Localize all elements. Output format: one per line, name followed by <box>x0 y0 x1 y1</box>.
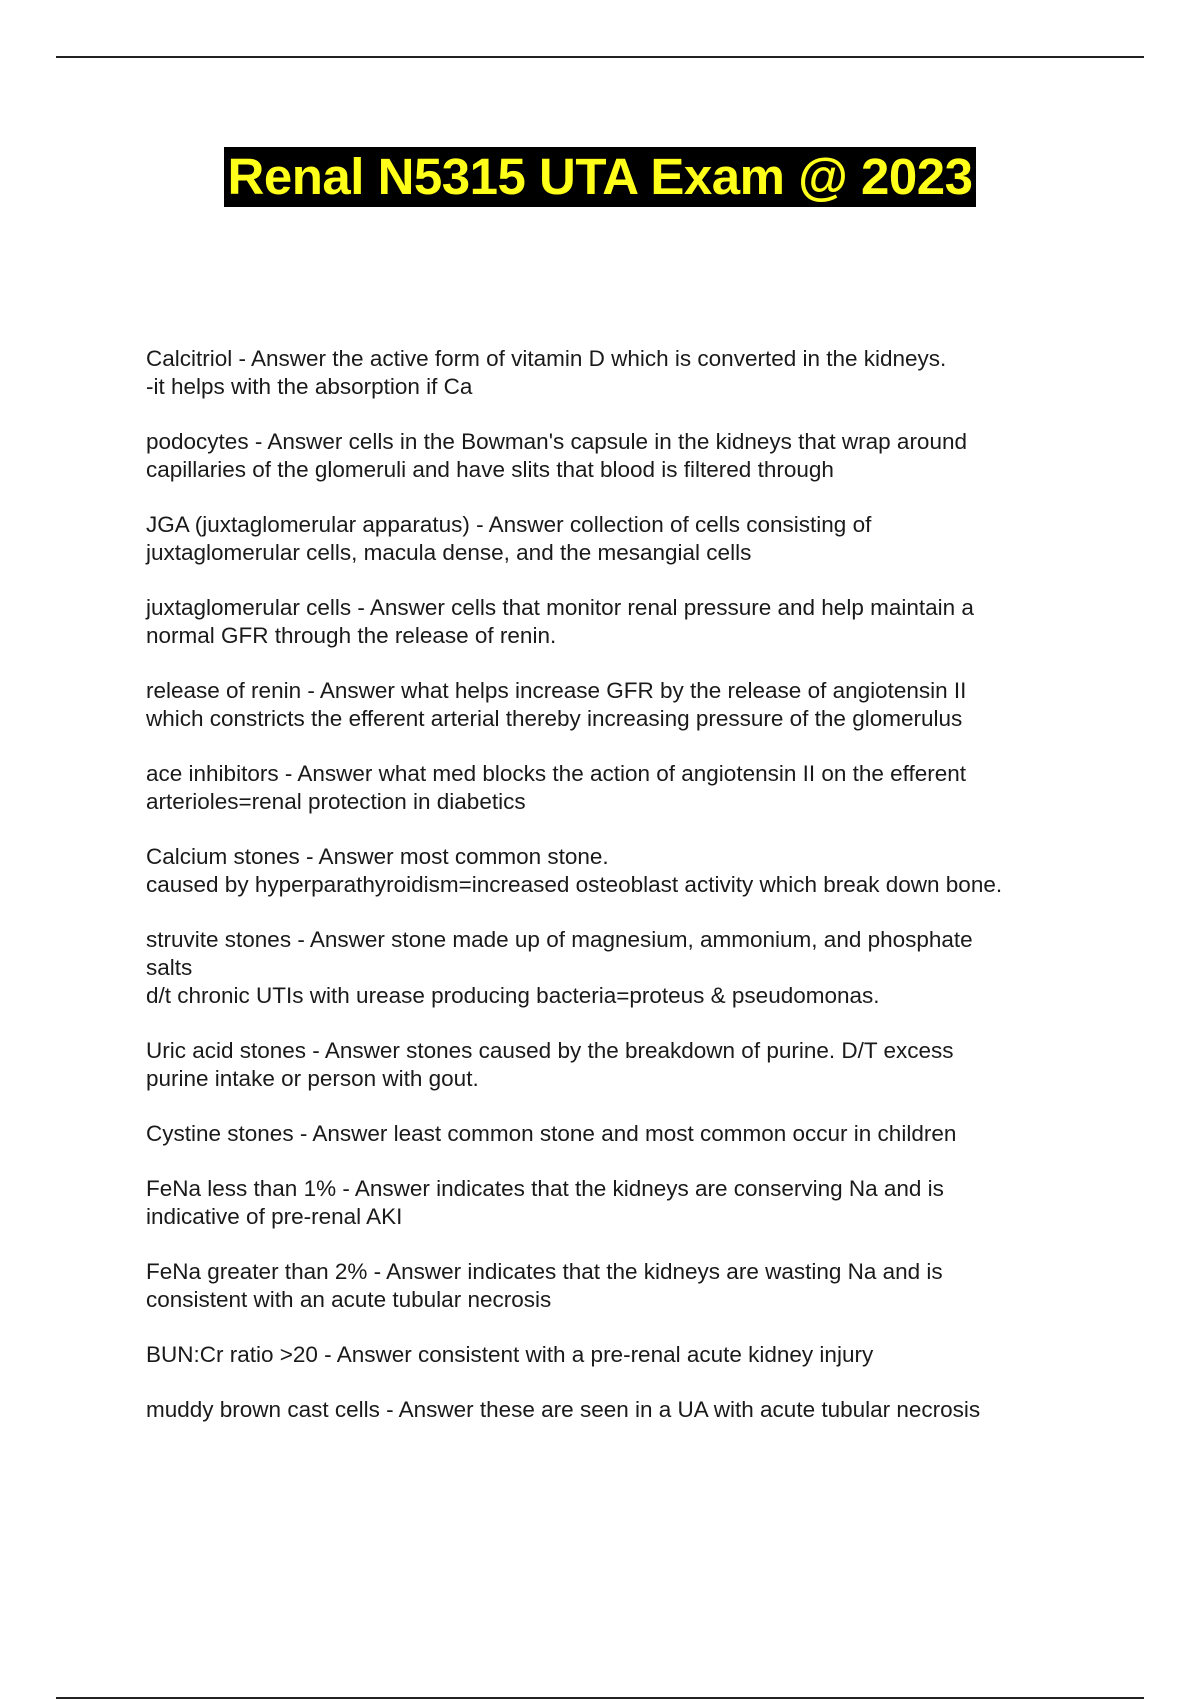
entry-line: BUN:Cr ratio >20 - Answer consistent with a pre-renal acute kidney injury <box>146 1342 874 1367</box>
entry-podocytes <box>146 428 1146 484</box>
entry-line: arterioles=renal protection in diabetics <box>146 789 526 814</box>
entry-line: ace inhibitors - Answer what med blocks the action of angiotensin II on the efferent <box>146 761 967 786</box>
entry-fena-less-than-1 <box>146 1175 1146 1231</box>
entry-line: podocytes - Answer cells in the Bowman's capsule in the kidneys that wrap around <box>146 429 967 454</box>
entry-line: indicative of pre-renal AKI <box>146 1204 403 1229</box>
entry-line: juxtaglomerular cells, macula dense, and the mesangial cells <box>146 540 752 565</box>
entry-line: muddy brown cast cells - Answer these are seen in a UA with acute tubular necrosis <box>146 1397 981 1422</box>
entry-line: which constricts the efferent arterial thereby increasing pressure of the glomerulus <box>146 706 963 731</box>
entry-fena-greater-than-2 <box>146 1258 1146 1314</box>
header-rule <box>56 56 1144 58</box>
entry-line: struvite stones - Answer stone made up of magnesium, ammonium, and phosphate <box>146 927 973 952</box>
entry-line: Calcitriol - Answer the active form of vitamin D which is converted in the kidneys. <box>146 346 947 371</box>
entry-line: consistent with an acute tubular necrosis <box>146 1287 552 1312</box>
entry-uric-acid-stones <box>146 1037 1146 1093</box>
entry-line: FeNa less than 1% - Answer indicates that the kidneys are conserving Na and is <box>146 1176 944 1201</box>
entry-muddy-brown-cast-cells <box>146 1396 1146 1424</box>
document-title: Renal N5315 UTA Exam @ 2023 <box>224 147 977 207</box>
entry-line: purine intake or person with gout. <box>146 1066 479 1091</box>
entry-struvite-stones <box>146 926 1146 1010</box>
entry-bun-cr-ratio <box>146 1341 1146 1369</box>
entry-line: caused by hyperparathyroidism=increased osteoblast activity which break down bone. <box>146 872 1003 897</box>
entry-line: Cystine stones - Answer least common stone and most common occur in children <box>146 1121 957 1146</box>
entry-calcitriol <box>146 345 1146 401</box>
entry-calcium-stones <box>146 843 1146 899</box>
entry-line: -it helps with the absorption if Ca <box>146 374 473 399</box>
entry-juxtaglomerular-cells <box>146 594 1146 650</box>
entry-cystine-stones <box>146 1120 1146 1148</box>
entry-line: salts <box>146 955 193 980</box>
entry-line: Calcium stones - Answer most common stone. <box>146 844 609 869</box>
entry-release-of-renin <box>146 677 1146 733</box>
entry-line: juxtaglomerular cells - Answer cells that monitor renal pressure and help maintain a <box>146 595 974 620</box>
entries-list <box>146 345 1146 1451</box>
footer-rule <box>56 1697 1144 1699</box>
entry-line: release of renin - Answer what helps increase GFR by the release of angiotensin II <box>146 678 967 703</box>
entry-line: normal GFR through the release of renin. <box>146 623 557 648</box>
entry-jga <box>146 511 1146 567</box>
entry-line: JGA (juxtaglomerular apparatus) - Answer collection of cells consisting of <box>146 512 872 537</box>
entry-line: Uric acid stones - Answer stones caused by the breakdown of purine. D/T excess <box>146 1038 954 1063</box>
entry-ace-inhibitors <box>146 760 1146 816</box>
title-container <box>0 147 1200 207</box>
entry-line: capillaries of the glomeruli and have slits that blood is filtered through <box>146 457 834 482</box>
entry-line: FeNa greater than 2% - Answer indicates that the kidneys are wasting Na and is <box>146 1259 943 1284</box>
entry-line: d/t chronic UTIs with urease producing bacteria=proteus & pseudomonas. <box>146 983 880 1008</box>
